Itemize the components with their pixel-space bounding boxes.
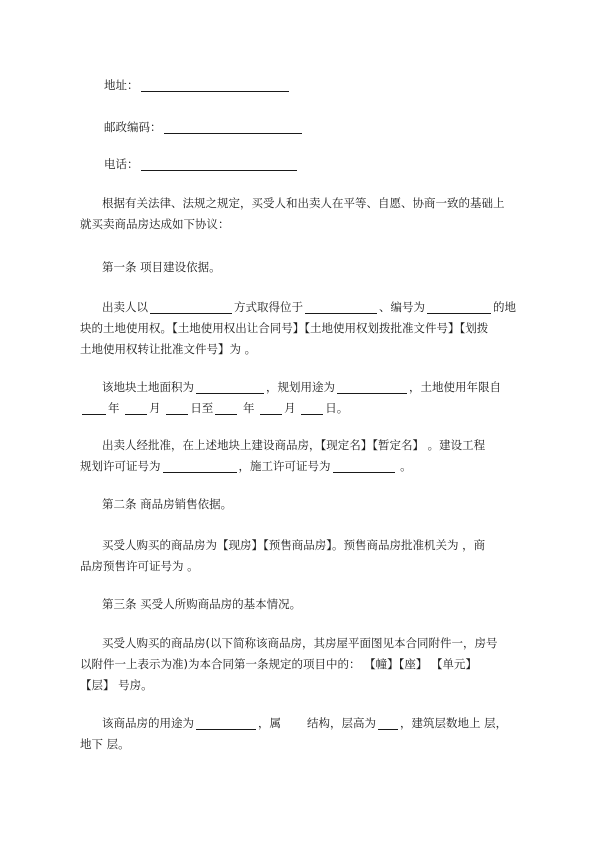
article-3-para-1-line-3: 【层】 号房。	[80, 678, 153, 692]
article-1-heading: 第一条 项目建设依据。	[102, 260, 221, 274]
phone-label: 电话：	[104, 157, 139, 171]
article-1-para-3-line-2	[80, 455, 530, 477]
article-1-para-2-line-1	[80, 376, 530, 398]
article-3-para-1-line-1: 买受人购买的商品房(以下简称该商品房，其房屋平面图见本合同附件一，房号	[102, 636, 498, 650]
end-month-label: 月	[284, 401, 296, 415]
start-month-blank[interactable]	[125, 401, 147, 415]
floor-height-prefix: 结构，层高为	[307, 716, 376, 730]
end-month-blank[interactable]	[260, 401, 282, 415]
article-3-para-2-line-1	[80, 712, 530, 734]
land-method-blank[interactable]	[150, 300, 232, 314]
usage-prefix: 该商品房的用途为	[102, 716, 194, 730]
preamble-line-2: 就买卖商品房达成如下协议：	[80, 217, 230, 231]
end-day-label: 日。	[325, 401, 349, 415]
article-2-heading: 第二条 商品房销售依据。	[102, 497, 233, 511]
article-1-para-2-line-2	[80, 397, 530, 419]
planning-permit-blank[interactable]	[163, 459, 237, 473]
land-area-prefix: 该地块土地面积为	[102, 380, 194, 394]
start-month-label: 月	[149, 401, 161, 415]
land-location-prefix: 方式取得位于	[234, 300, 303, 314]
structure-prefix: ，属	[258, 716, 281, 730]
construction-permit-prefix: ，施工许可证号为	[238, 459, 331, 473]
phone-blank[interactable]	[141, 157, 297, 171]
article-1-para-1-line-3: 土地使用权转让批准文件号】为 。	[80, 342, 257, 356]
start-year-label: 年	[108, 401, 120, 415]
article-3-heading: 第三条 买受人所购商品房的基本情况。	[102, 597, 302, 611]
end-year-label: 年	[242, 401, 255, 415]
postal-code-label: 邮政编码：	[104, 120, 162, 134]
article-3-para-1-line-2: 以附件一上表示为准)为本合同第一条规定的项目中的： 【幢】【座】 【单元】	[80, 657, 478, 671]
preamble-line-1: 根据有关法律、法规之规定，买受人和出卖人在平等、自愿、协商一致的基础上	[102, 196, 505, 210]
address-label: 地址：	[104, 78, 139, 92]
start-day-blank[interactable]	[166, 401, 188, 415]
land-area-blank[interactable]	[196, 380, 264, 394]
construction-permit-suffix: 。	[400, 459, 412, 473]
article-2-line-1: 买受人购买的商品房为【现房】【预售商品房】。预售商品房批准机关为 ，商	[102, 538, 486, 552]
construction-permit-blank[interactable]	[333, 459, 395, 473]
land-use-blank[interactable]	[337, 380, 407, 394]
land-use-prefix: ，规划用途为	[266, 380, 335, 394]
start-day-label: 日至	[190, 401, 214, 415]
end-day-blank[interactable]	[301, 401, 323, 415]
address-line	[104, 74, 554, 96]
postal-code-blank[interactable]	[164, 120, 302, 134]
land-location-blank[interactable]	[305, 300, 377, 314]
floors-above-ground: ，建筑层数地上 层，	[400, 716, 508, 730]
floor-height-blank[interactable]	[378, 716, 398, 730]
structure-blank[interactable]	[283, 716, 305, 730]
article-3-para-2-line-2: 地下 层。	[80, 737, 130, 751]
start-year-blank[interactable]	[82, 401, 106, 415]
land-number-blank[interactable]	[427, 300, 491, 314]
end-year-blank[interactable]	[215, 401, 237, 415]
address-blank[interactable]	[141, 78, 289, 92]
article-1-para-1-line-1	[80, 296, 530, 318]
usage-blank[interactable]	[196, 716, 256, 730]
land-term-prefix: ，土地使用年限自	[409, 380, 501, 394]
land-number-prefix: 、编号为	[379, 300, 425, 314]
article-1-para-1-line-2: 块的土地使用权。【土地使用权出让合同号】【土地使用权划拨批准文件号】【划拨	[80, 321, 489, 335]
planning-permit-prefix: 规划许可证号为	[80, 459, 161, 473]
article-2-line-2: 品房预售许可证号为 。	[80, 559, 199, 573]
postal-code-line	[104, 116, 554, 138]
article-1-para-3-line-1: 出卖人经批准，在上述地块上建设商品房，【现定名】【暂定名】 。建设工程	[102, 438, 486, 452]
land-method-prefix: 出卖人以	[102, 300, 148, 314]
phone-line	[104, 153, 554, 175]
land-number-suffix: 的地	[493, 300, 516, 314]
